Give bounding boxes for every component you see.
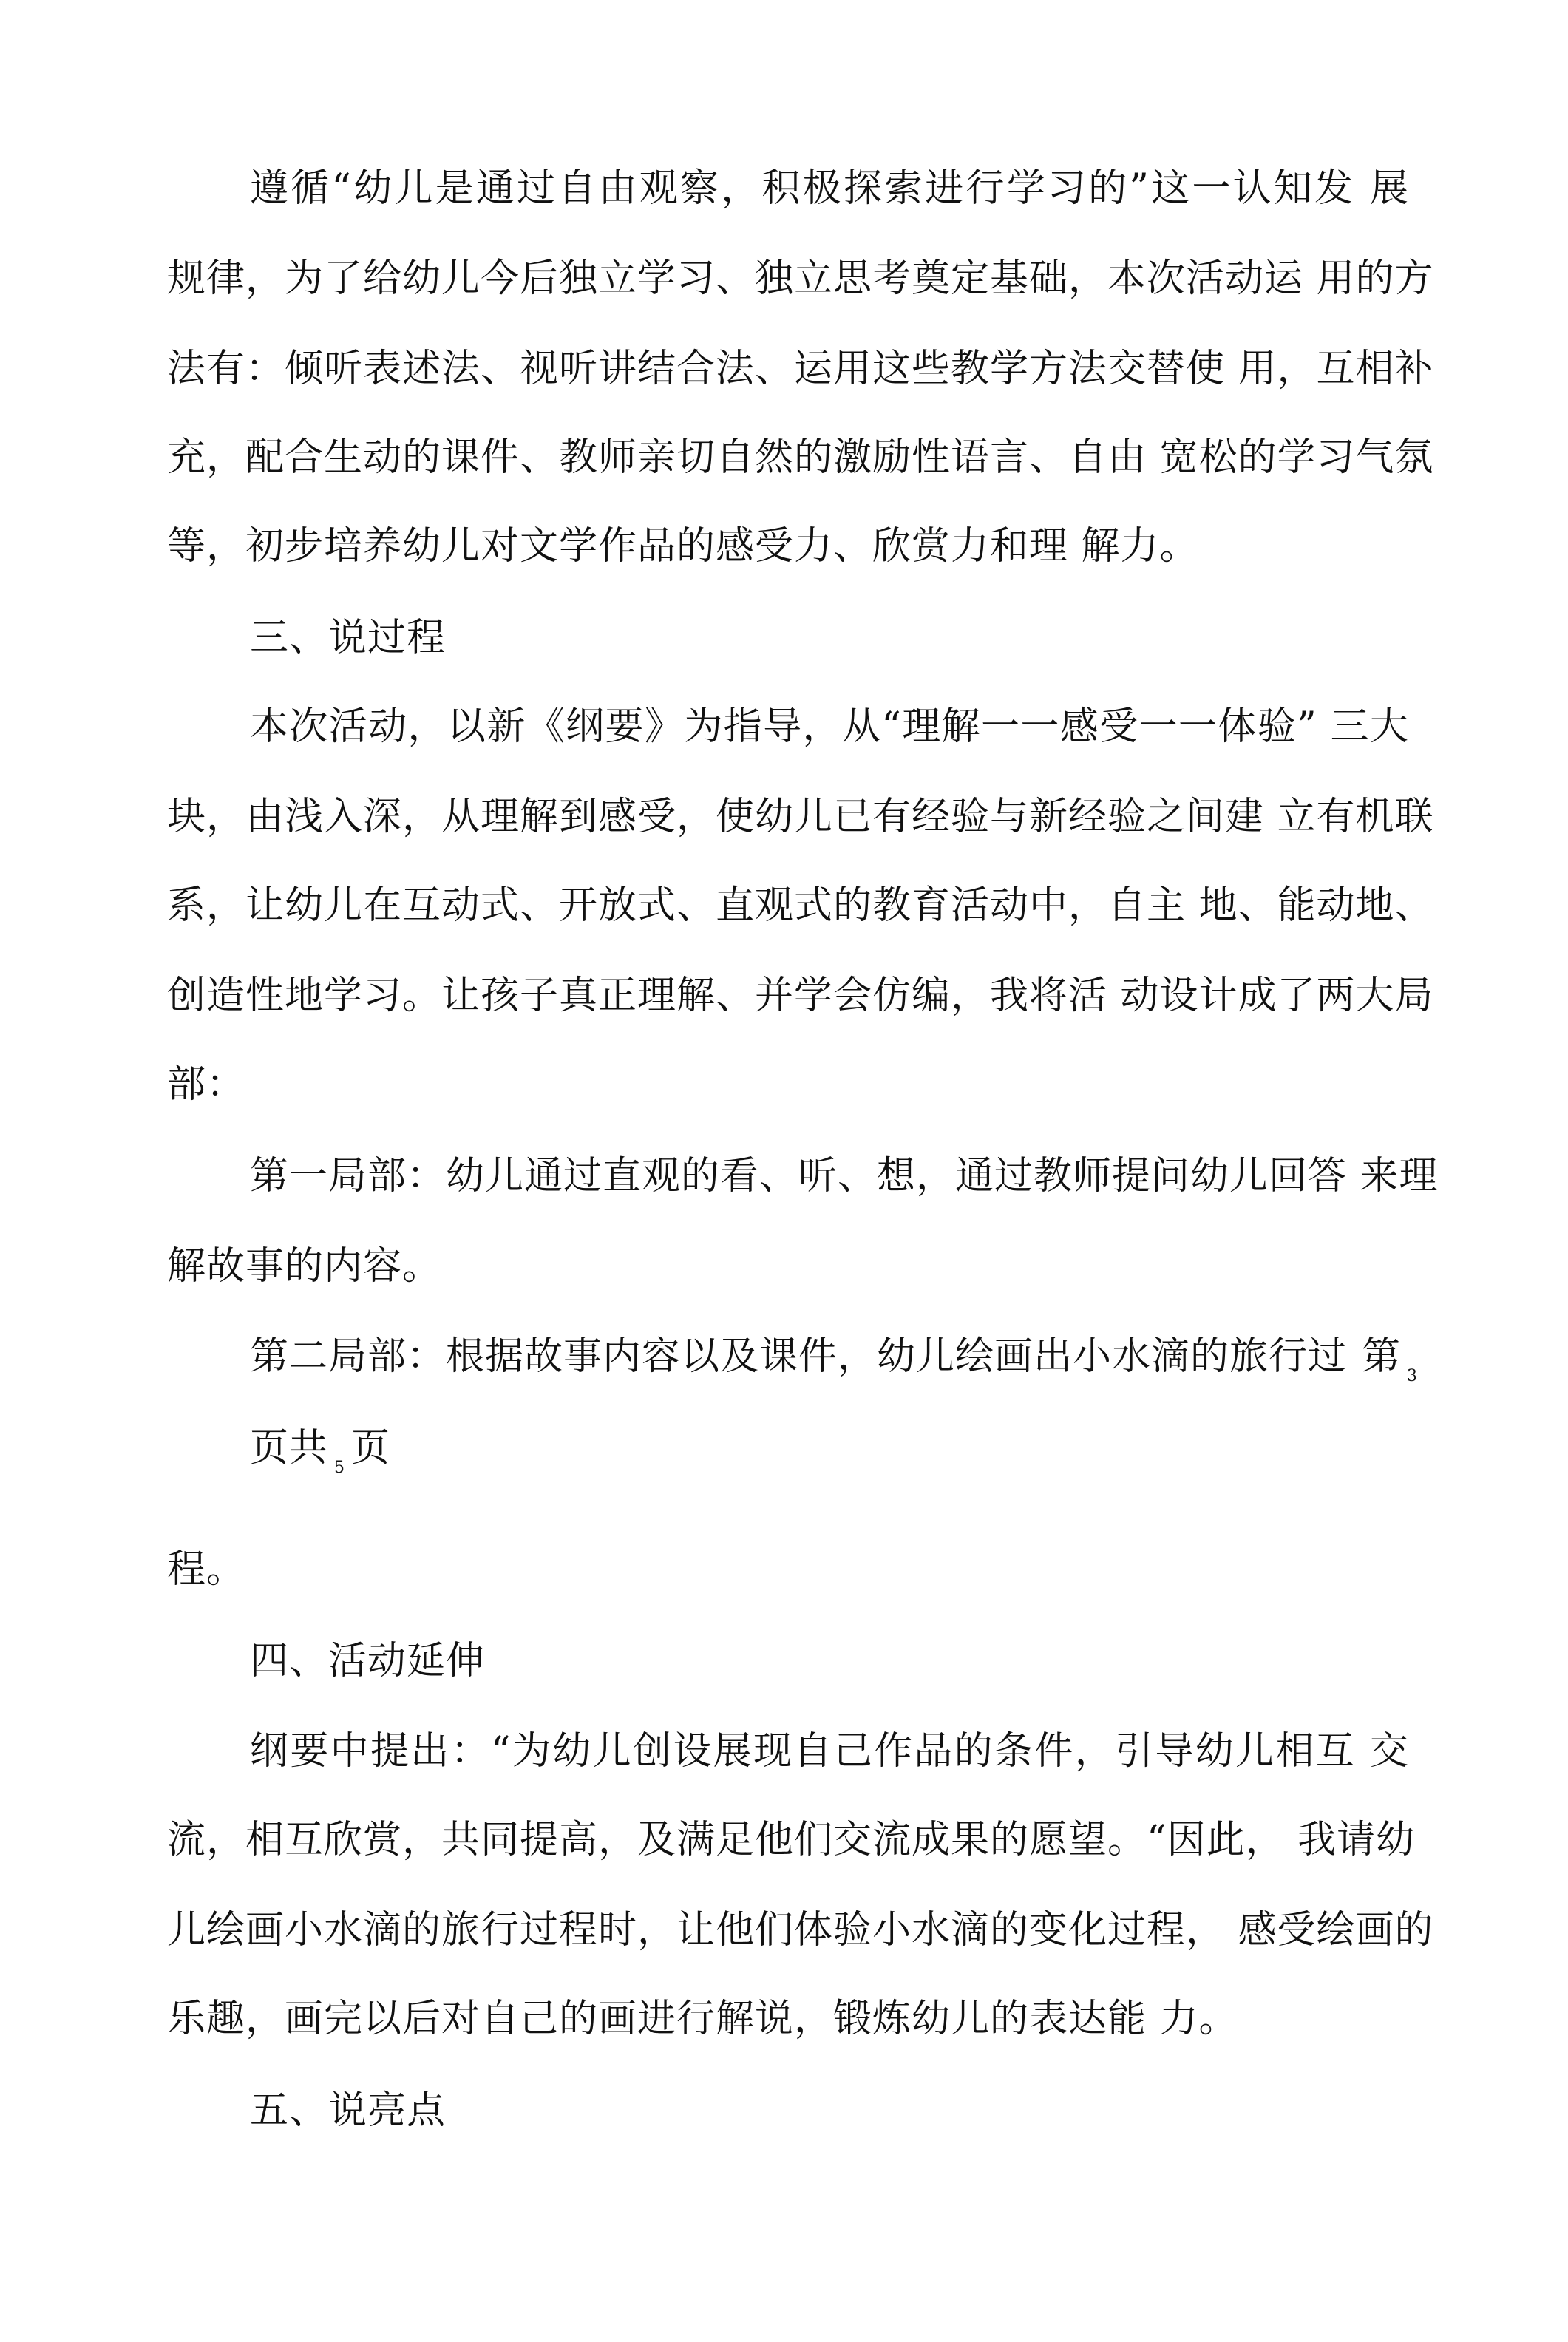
paragraph-line: 系，让幼儿在互动式、开放式、直观式的教育活动中，自主 地、能动地、: [167, 883, 1434, 928]
section-heading: 四、活动延伸: [250, 1639, 486, 1683]
page-footer-prefix-text: 第: [1362, 1334, 1402, 1379]
paragraph-line: 本次活动，以新《纲要》为指导，从“理解一一感受一一体验” 三大: [250, 705, 1409, 749]
paragraph-line: 等，初步培养幼儿对文学作品的感受力、欣赏力和理 解力。: [167, 524, 1199, 568]
paragraph-line: 第二局部：根据故事内容以及课件，幼儿绘画出小水滴的旅行过: [250, 1334, 1348, 1379]
paragraph-line: 纲要中提出：“为幼儿创设展现自己作品的条件，引导幼儿相互 交: [250, 1729, 1409, 1774]
paragraph-line: 程。: [167, 1547, 246, 1592]
page-footer-prefix: [1362, 1331, 1424, 1391]
page-footer-suffix: 页: [351, 1426, 391, 1470]
page-current-number: 3: [1407, 1367, 1419, 1385]
paragraph-line: 解故事的内容。: [167, 1244, 442, 1289]
paragraph-line: 流，相互欣赏，共同提高，及满足他们交流成果的愿望。“因此， 我请幼: [167, 1818, 1416, 1862]
page-total-number: 5: [334, 1459, 346, 1477]
paragraph-line: 乐趣，画完以后对自己的画进行解说，锻炼幼儿的表达能 力。: [167, 1997, 1238, 2041]
paragraph-line: 儿绘画小水滴的旅行过程时，让他们体验小水滴的变化过程， 感受绘画的: [167, 1908, 1434, 1952]
paragraph-line: 部：: [167, 1062, 246, 1107]
paragraph-line: 第一局部：幼儿通过直观的看、听、想，通过教师提问幼儿回答 来理: [250, 1154, 1439, 1198]
paragraph-line: 充，配合生动的课件、教师亲切自然的激励性语言、自由 宽松的学习气氛: [167, 435, 1434, 480]
section-heading: 三、说过程: [250, 616, 447, 660]
page-footer: [250, 1422, 390, 1482]
paragraph-line: 法有：倾听表述法、视听讲结合法、运用这些教学方法交替使 用，互相补: [167, 347, 1434, 391]
page-footer-middle: 页共: [250, 1426, 329, 1470]
section-heading: 五、说亮点: [250, 2088, 447, 2133]
paragraph-line: 块，由浅入深，从理解到感受，使幼儿已有经验与新经验之间建 立有机联: [167, 795, 1434, 839]
paragraph-line: 规律，为了给幼儿今后独立学习、独立思考奠定基础，本次活动运 用的方: [167, 257, 1434, 301]
paragraph-line: 创造性地学习。让孩子真正理解、并学会仿编，我将活 动设计成了两大局: [167, 974, 1434, 1018]
paragraph-line: 遵循“幼儿是通过自由观察，积极探索进行学习的”这一认知发 展: [250, 166, 1409, 211]
